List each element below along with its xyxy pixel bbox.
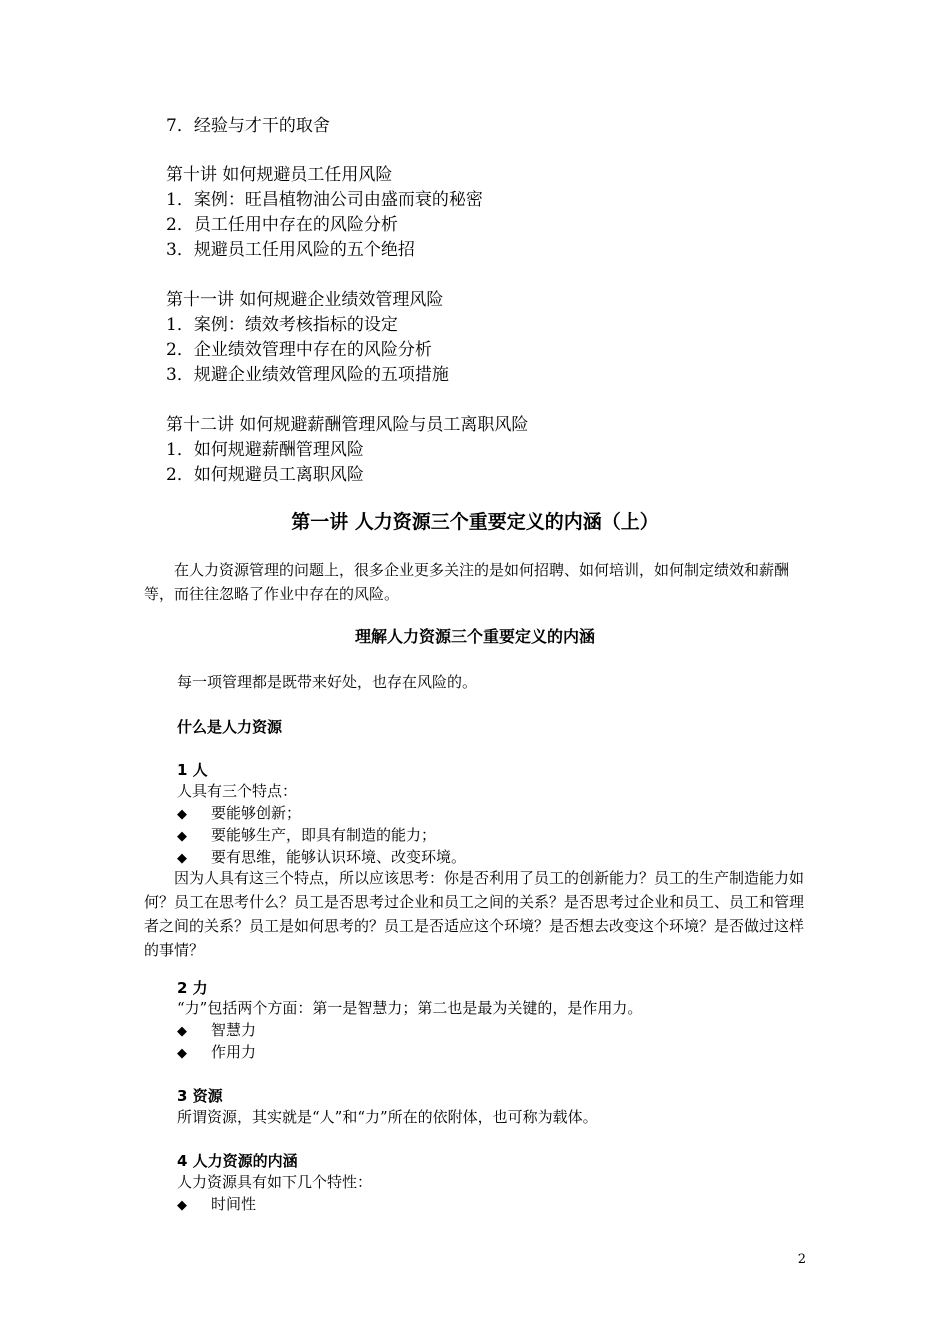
bullet-text: 智慧力 xyxy=(211,1021,257,1039)
section-4-heading: 4 人力资源的内涵 xyxy=(177,1152,298,1170)
diamond-bullet-icon: ◆ xyxy=(177,807,187,822)
section-3-heading: 3 资源 xyxy=(177,1087,223,1105)
diamond-bullet-icon: ◆ xyxy=(177,1046,187,1061)
section-subtitle: 理解人力资源三个重要定义的内涵 xyxy=(354,627,595,646)
toc-item: 2．员工任用中存在的风险分析 xyxy=(166,215,398,235)
toc-section-title: 第十一讲 如何规避企业绩效管理风险 xyxy=(166,290,444,310)
bullet-text: 要能够生产，即具有制造的能力； xyxy=(211,826,437,844)
bullet-item xyxy=(177,1019,256,1043)
toc-item: 3．规避企业绩效管理风险的五项措施 xyxy=(166,365,449,385)
toc-item: 3．规避员工任用风险的五个绝招 xyxy=(166,240,415,260)
bullet-text: 要有思维，能够认识环境、改变环境。 xyxy=(211,848,467,866)
section-4-lead: 人力资源具有如下几个特性： xyxy=(177,1173,373,1191)
toc-section-title: 第十讲 如何规避员工任用风险 xyxy=(166,165,393,185)
toc-section-title: 第十二讲 如何规避薪酬管理风险与员工离职风险 xyxy=(166,415,529,435)
bullet-item xyxy=(177,1041,256,1065)
bullet-item xyxy=(177,802,301,826)
intro-paragraph: 在人力资源管理的问题上，很多企业更多关注的是如何招聘、如何培训，如何制定绩效和薪酬等，而往往忽略了作业中存在的风险。 xyxy=(144,561,790,603)
toc-item: 2．如何规避员工离职风险 xyxy=(166,465,364,485)
bullet-text: 作用力 xyxy=(211,1043,257,1061)
bullet-text: 时间性 xyxy=(211,1195,257,1213)
lecture-title: 第一讲 人力资源三个重要定义的内涵（上） xyxy=(291,511,659,533)
bullet-text: 要能够创新； xyxy=(211,804,302,822)
toc-item: 1．案例：绩效考核指标的设定 xyxy=(166,315,398,335)
toc-item: 7．经验与才干的取舍 xyxy=(166,116,330,136)
toc-item: 2．企业绩效管理中存在的风险分析 xyxy=(166,340,432,360)
page-number: 2 xyxy=(797,1252,806,1267)
section-1-paragraph: 因为人具有这三个特点，所以应该思考：你是否利用了员工的创新能力？员工的生产制造能力如何？员工在思考什么？员工是否思考过企业和员工之间的关系？是否思考过企业和员工、员工和管理者之间的关系？员工是如何思考的？员工是否适应这个环境？是否想去改变这个环境？是否做过这样的事情？ xyxy=(144,869,805,959)
section-1-heading: 1 人 xyxy=(177,761,208,779)
section-2-heading: 2 力 xyxy=(177,979,208,997)
bullet-item xyxy=(177,1193,256,1217)
section-3-lead: 所谓资源，其实就是“人”和“力”所在的依附体，也可称为载体。 xyxy=(177,1108,598,1126)
section-1-lead: 人具有三个特点： xyxy=(177,782,298,800)
diamond-bullet-icon: ◆ xyxy=(177,1198,187,1213)
toc-item: 1．如何规避薪酬管理风险 xyxy=(166,440,364,460)
bullet-item xyxy=(177,824,436,848)
diamond-bullet-icon: ◆ xyxy=(177,829,187,844)
section-2-lead: “力”包括两个方面：第一是智慧力；第二也是最为关键的，是作用力。 xyxy=(177,999,643,1017)
what-is-heading: 什么是人力资源 xyxy=(177,718,283,736)
diamond-bullet-icon: ◆ xyxy=(177,851,187,866)
statement-text: 每一项管理都是既带来好处，也存在风险的。 xyxy=(177,673,478,691)
diamond-bullet-icon: ◆ xyxy=(177,1024,187,1039)
toc-item: 1．案例：旺昌植物油公司由盛而衰的秘密 xyxy=(166,190,483,210)
